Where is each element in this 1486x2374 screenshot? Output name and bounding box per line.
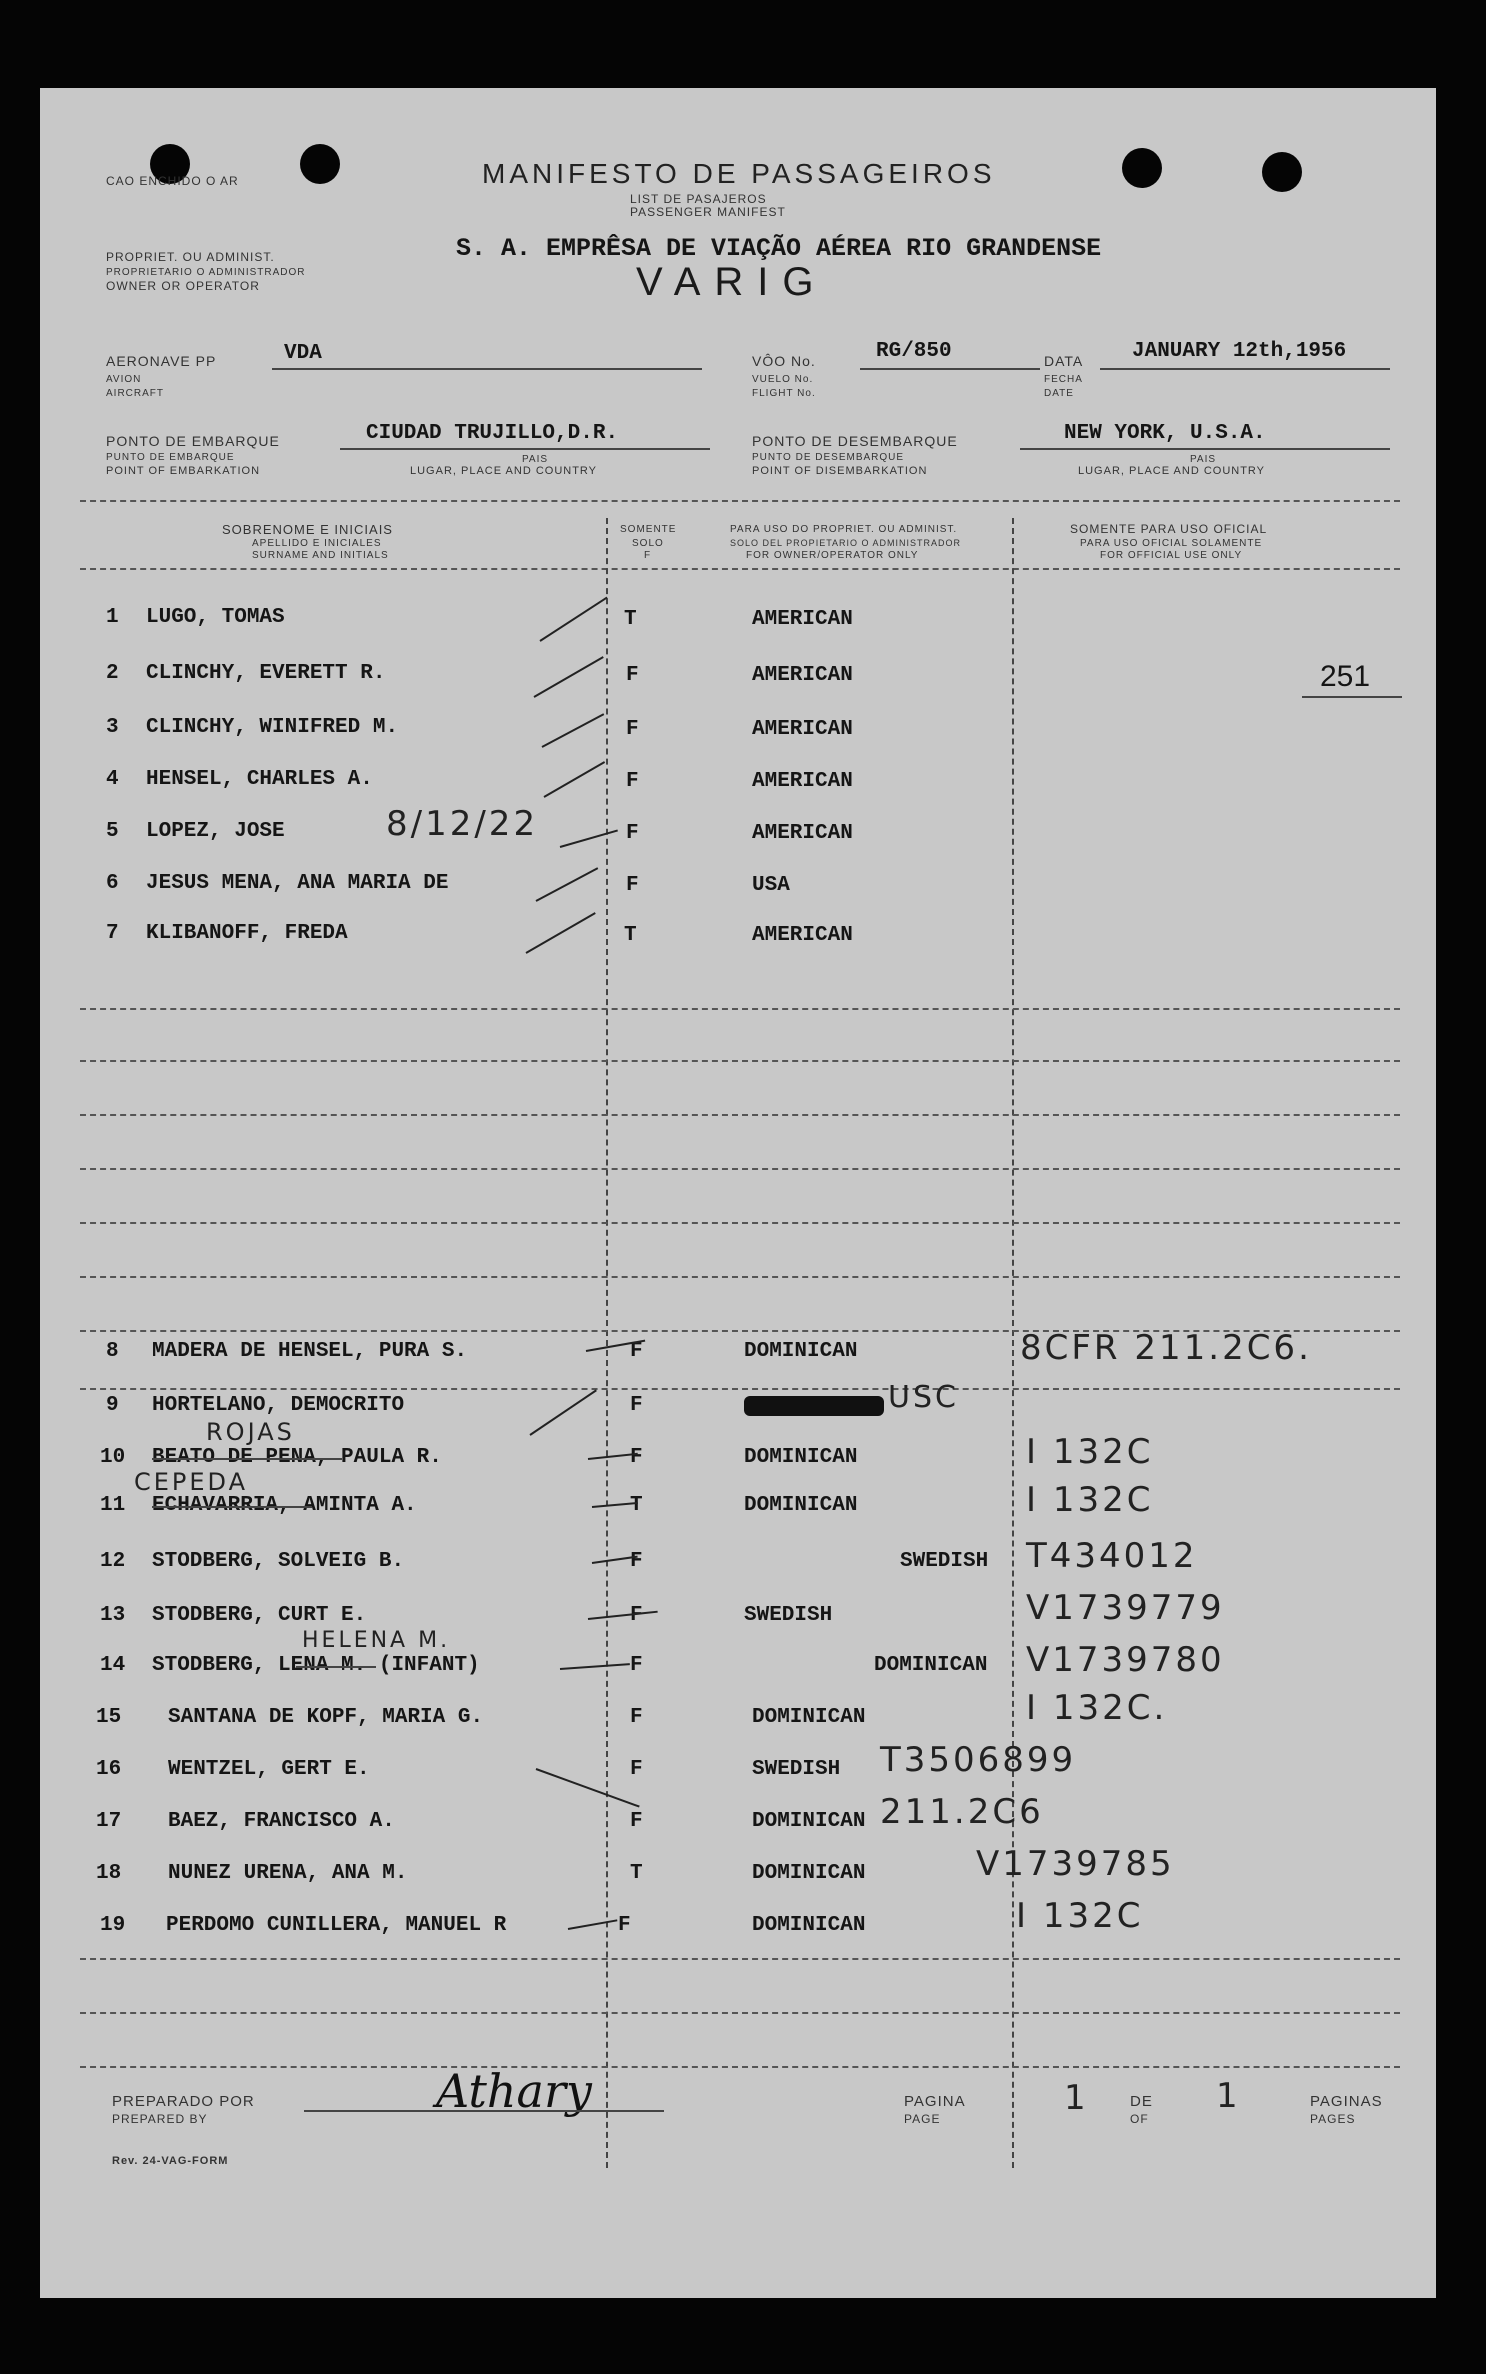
passenger-nationality: DOMINICAN: [752, 1706, 866, 1729]
owner-label-es: PROPRIETARIO O ADMINISTRADOR: [106, 267, 306, 278]
date-underline: [1100, 368, 1390, 370]
official-note: V1739779: [1026, 1588, 1225, 1628]
official-note: T434012: [1026, 1536, 1198, 1576]
name-correction: HELENA M.: [302, 1628, 451, 1653]
passenger-nationality: AMERICAN: [752, 770, 853, 793]
official-note: V1739785: [976, 1844, 1175, 1884]
passenger-name: STODBERG, LENA M. (INFANT): [152, 1654, 480, 1677]
check-mark: [529, 1389, 596, 1435]
passenger-name: CLINCHY, EVERETT R.: [146, 662, 386, 685]
passenger-code: T: [630, 1494, 643, 1517]
passenger-nationality: AMERICAN: [752, 664, 853, 687]
passenger-code: F: [626, 664, 639, 687]
check-mark: [560, 1663, 630, 1670]
column-divider: [1012, 518, 1014, 2168]
row-number: 14: [100, 1654, 126, 1677]
embark-underline: [340, 448, 710, 450]
aircraft-value: VDA: [284, 342, 322, 365]
passenger-code: F: [626, 770, 639, 793]
passenger-code: F: [630, 1550, 643, 1573]
passenger-code: F: [630, 1810, 643, 1833]
passenger-code: T: [624, 924, 637, 947]
passenger-nationality: DOMINICAN: [744, 1446, 858, 1469]
passenger-code: F: [630, 1394, 643, 1417]
redacted-nationality: [744, 1396, 884, 1416]
strikethrough: [152, 1506, 312, 1508]
date-label-en: DATE: [1044, 388, 1074, 399]
row-number: 12: [100, 1550, 126, 1573]
row-number: 6: [106, 872, 119, 895]
col-name-header-en: SURNAME AND INITIALS: [252, 550, 389, 561]
passenger-name: MADERA DE HENSEL, PURA S.: [152, 1340, 468, 1363]
embark-label-es: PUNTO DE EMBARQUE: [106, 452, 235, 463]
empty-row-rule: [80, 1388, 1400, 1390]
manifest-sheet: [40, 88, 1436, 2298]
table-end-rule: [80, 2012, 1400, 2014]
passenger-name: STODBERG, SOLVEIG B.: [152, 1550, 405, 1573]
owner-label-en: OWNER OR OPERATOR: [106, 279, 260, 293]
handwritten-birthdate: 8/12/22: [386, 804, 539, 844]
punch-hole: [300, 144, 340, 184]
disembark-label-en: POINT OF DISEMBARKATION: [752, 465, 928, 477]
manifest-title: MANIFESTO DE PASSAGEIROS: [482, 158, 996, 189]
passenger-nationality: DOMINICAN: [744, 1494, 858, 1517]
disembark-sub-2: LUGAR, PLACE AND COUNTRY: [1078, 465, 1266, 477]
top-left-note: CAO ENCHIDO O AR: [106, 174, 239, 188]
row-number: 9: [106, 1394, 119, 1417]
flight-value: RG/850: [876, 340, 952, 363]
col-official-header-en: FOR OFFICIAL USE ONLY: [1100, 550, 1243, 561]
row-number: 7: [106, 922, 119, 945]
official-note: 211.2C6: [880, 1792, 1044, 1832]
col-name-header-es: APELLIDO E INICIALES: [252, 538, 382, 549]
check-mark: [560, 830, 618, 848]
check-mark: [542, 713, 605, 748]
row-number: 5: [106, 820, 119, 843]
strikethrough: [296, 1666, 376, 1668]
manifest-subtitle-2: PASSENGER MANIFEST: [630, 205, 786, 219]
passenger-nationality: SWEDISH: [744, 1604, 833, 1627]
row-number: 19: [100, 1914, 126, 1937]
passenger-nationality: DOMINICAN: [752, 1810, 866, 1833]
passenger-nationality: DOMINICAN: [874, 1654, 988, 1677]
flight-label: VÔO No.: [752, 353, 816, 369]
col-code-header-en: F: [644, 550, 652, 561]
of-label: DE: [1130, 2093, 1153, 2110]
official-note: I 132C: [1016, 1896, 1144, 1936]
passenger-code: F: [626, 874, 639, 897]
passenger-name: PERDOMO CUNILLERA, MANUEL R: [166, 1914, 507, 1937]
date-value: JANUARY 12th,1956: [1132, 340, 1347, 363]
passenger-name: STODBERG, CURT E.: [152, 1604, 367, 1627]
row-number: 2: [106, 662, 119, 685]
passenger-nationality: USA: [752, 874, 790, 897]
passenger-name: CLINCHY, WINIFRED M.: [146, 716, 399, 739]
passenger-code: F: [630, 1706, 643, 1729]
check-mark: [544, 761, 606, 798]
passenger-nationality: AMERICAN: [752, 822, 853, 845]
passenger-nationality: AMERICAN: [752, 608, 853, 631]
empty-row-rule: [80, 1168, 1400, 1170]
passenger-nationality: DOMINICAN: [752, 1914, 866, 1937]
passenger-name: LUGO, TOMAS: [146, 606, 285, 629]
passenger-name: WENTZEL, GERT E.: [168, 1758, 370, 1781]
header-top-rule: [80, 500, 1400, 502]
passenger-name: SANTANA DE KOPF, MARIA G.: [168, 1706, 484, 1729]
disembark-value: NEW YORK, U.S.A.: [1064, 422, 1266, 445]
date-label: DATA: [1044, 353, 1084, 369]
table-end-rule: [80, 2066, 1400, 2068]
flight-label-es: VUELO No.: [752, 374, 814, 385]
prepared-by-label: PREPARADO POR: [112, 2093, 255, 2110]
passenger-nationality: SWEDISH: [752, 1758, 841, 1781]
check-mark: [568, 1919, 618, 1930]
empty-row-rule: [80, 1114, 1400, 1116]
check-mark: [526, 912, 596, 954]
check-mark: [536, 867, 599, 902]
passenger-nationality: DOMINICAN: [752, 1862, 866, 1885]
empty-row-rule: [80, 1276, 1400, 1278]
aircraft-label-es: AVION: [106, 374, 142, 385]
signature-line: [304, 2110, 664, 2112]
passenger-nationality: AMERICAN: [752, 718, 853, 741]
passenger-name: BEATO DE PENA, PAULA R.: [152, 1446, 442, 1469]
row-number: 3: [106, 716, 119, 739]
row-number: 8: [106, 1340, 119, 1363]
preparer-signature: Athary: [436, 2064, 592, 2118]
passenger-code: F: [626, 718, 639, 741]
col-name-header: SOBRENOME E INICIAIS: [222, 522, 393, 537]
check-mark: [588, 1611, 658, 1620]
disembark-label: PONTO DE DESEMBARQUE: [752, 433, 958, 449]
row-number: 15: [96, 1706, 122, 1729]
embark-label: PONTO DE EMBARQUE: [106, 433, 280, 449]
passenger-nationality: AMERICAN: [752, 924, 853, 947]
punch-hole: [1122, 148, 1162, 188]
official-note: T3506899: [880, 1740, 1077, 1780]
owner-label: PROPRIET. OU ADMINIST.: [106, 250, 275, 264]
passenger-code: F: [618, 1914, 631, 1937]
passenger-code: T: [624, 608, 637, 631]
col-official-header: SOMENTE PARA USO OFICIAL: [1070, 522, 1268, 536]
check-mark: [534, 656, 604, 698]
strikethrough: [152, 1458, 342, 1460]
pages-label-en: PAGES: [1310, 2112, 1356, 2126]
date-label-es: FECHA: [1044, 374, 1083, 385]
passenger-name: BAEZ, FRANCISCO A.: [168, 1810, 395, 1833]
name-correction: ROJAS: [206, 1418, 295, 1446]
check-mark: [536, 1768, 640, 1808]
passenger-name: NUNEZ URENA, ANA M.: [168, 1862, 408, 1885]
form-code: Rev. 24-VAG-FORM: [112, 2155, 229, 2167]
row-number: 10: [100, 1446, 126, 1469]
prepared-by-label-en: PREPARED BY: [112, 2112, 208, 2126]
pages-label: PAGINAS: [1310, 2093, 1383, 2110]
aircraft-label-en: AIRCRAFT: [106, 388, 164, 399]
row-number: 18: [96, 1862, 122, 1885]
passenger-nationality: SWEDISH: [900, 1550, 989, 1573]
col-code-header: SOMENTE: [620, 524, 677, 535]
header-bottom-rule: [80, 568, 1400, 570]
total-pages-value: 1: [1216, 2076, 1241, 2116]
passenger-code: F: [630, 1446, 643, 1469]
row-number: 17: [96, 1810, 122, 1833]
passenger-name: JESUS MENA, ANA MARIA DE: [146, 872, 449, 895]
passenger-name: HORTELANO, DEMOCRITO: [152, 1394, 405, 1417]
col-owner-header: PARA USO DO PROPRIET. OU ADMINIST.: [730, 524, 958, 535]
page-label-en: PAGE: [904, 2112, 941, 2126]
official-note: I 132C: [1026, 1480, 1154, 1520]
passenger-code: F: [630, 1604, 643, 1627]
row-number: 11: [100, 1494, 126, 1517]
col-owner-header-en: FOR OWNER/OPERATOR ONLY: [746, 550, 919, 561]
passenger-code: T: [630, 1862, 643, 1885]
official-note: 8CFR 211.2C6.: [1020, 1328, 1312, 1368]
passenger-name: LOPEZ, JOSE: [146, 820, 285, 843]
passenger-code: F: [626, 822, 639, 845]
empty-row-rule: [80, 1222, 1400, 1224]
passenger-code: F: [630, 1758, 643, 1781]
page-value: 1: [1064, 2078, 1089, 2118]
of-label-en: OF: [1130, 2112, 1149, 2126]
col-code-header-es: SOLO: [632, 538, 664, 549]
passenger-code: F: [630, 1654, 643, 1677]
table-end-rule: [80, 1958, 1400, 1960]
embark-label-en: POINT OF EMBARKATION: [106, 465, 261, 477]
passenger-code: F: [630, 1340, 643, 1363]
row-number: 16: [96, 1758, 122, 1781]
embark-sub: PAIS: [522, 454, 549, 465]
check-mark: [539, 597, 607, 642]
passenger-name: HENSEL, CHARLES A.: [146, 768, 373, 791]
official-note: USC: [888, 1380, 959, 1415]
disembark-underline: [1020, 448, 1390, 450]
empty-row-rule: [80, 1060, 1400, 1062]
empty-row-rule: [80, 1008, 1400, 1010]
flight-underline: [860, 368, 1040, 370]
flight-label-en: FLIGHT No.: [752, 388, 816, 399]
aircraft-label: AERONAVE PP: [106, 353, 217, 369]
row-number: 13: [100, 1604, 126, 1627]
passenger-name: KLIBANOFF, FREDA: [146, 922, 348, 945]
manifest-subtitle-1: LIST DE PASAJEROS: [630, 192, 767, 206]
col-official-header-es: PARA USO OFICIAL SOLAMENTE: [1080, 538, 1263, 549]
official-note: V1739780: [1026, 1640, 1225, 1680]
page-number-stamp: 251: [1320, 660, 1371, 693]
official-note: I 132C: [1026, 1432, 1154, 1472]
stamp-underline: [1302, 696, 1402, 698]
page-label: PAGINA: [904, 2093, 966, 2110]
disembark-label-es: PUNTO DE DESEMBARQUE: [752, 452, 905, 463]
passenger-name: ECHAVARRIA, AMINTA A.: [152, 1494, 417, 1517]
col-owner-header-es: SOLO DEL PROPIETARIO O ADMINISTRADOR: [730, 538, 962, 548]
official-note: I 132C.: [1026, 1688, 1168, 1728]
name-correction: CEPEDA: [134, 1468, 249, 1496]
company-line: S. A. EMPRÊSA DE VIAÇÃO AÉREA RIO GRANDENSE: [456, 234, 1102, 263]
aircraft-underline: [272, 368, 702, 370]
embark-sub-2: LUGAR, PLACE AND COUNTRY: [410, 465, 598, 477]
row-number: 4: [106, 768, 119, 791]
company-name: VARIG: [636, 260, 828, 304]
disembark-sub: PAIS: [1190, 454, 1217, 465]
passenger-nationality: DOMINICAN: [744, 1340, 858, 1363]
embark-value: CIUDAD TRUJILLO,D.R.: [366, 422, 619, 445]
row-number: 1: [106, 606, 119, 629]
punch-hole: [1262, 152, 1302, 192]
